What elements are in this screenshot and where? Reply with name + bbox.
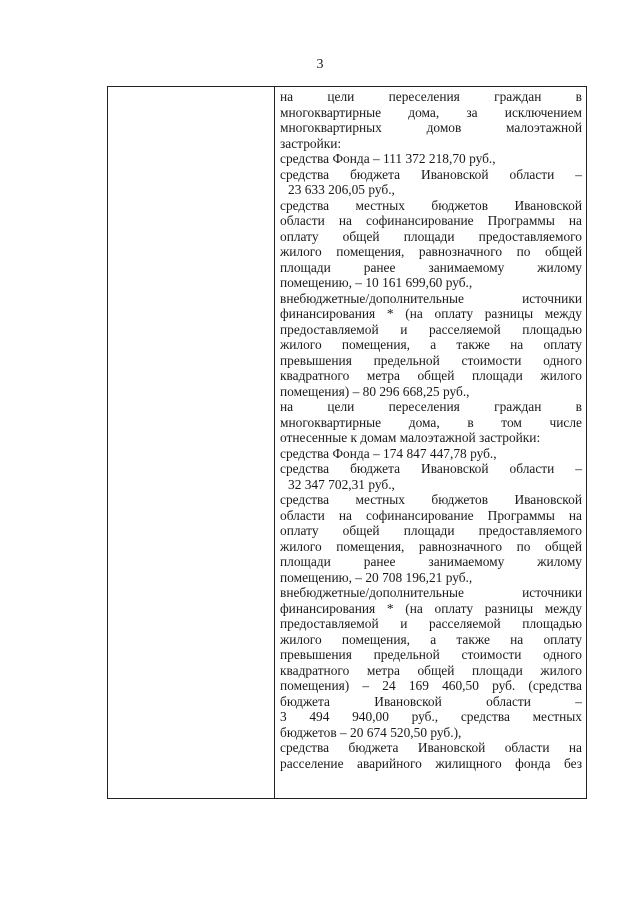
page-number: 3 xyxy=(316,57,324,72)
text-line: на цели переселения граждан в xyxy=(280,89,582,104)
text-line: превышения предельной стоимости одного xyxy=(280,352,582,368)
text-line: многоквартирных домов малоэтажной xyxy=(280,120,582,135)
text-line: помещению, – 10 161 699,60 руб., xyxy=(280,275,473,290)
text-line: бюджета Ивановской области – xyxy=(280,693,582,709)
text-line: области на софинансирование Программы на xyxy=(280,213,582,228)
text-line: площади ранее занимаемому жилому xyxy=(280,259,582,275)
text-line: бюджетов – 20 674 520,50 руб.), xyxy=(280,724,462,740)
text-line: превышения предельной стоимости одного xyxy=(280,647,582,662)
text-line: средства местных бюджетов Ивановской xyxy=(280,197,582,213)
text-line: расселение аварийного жилищного фонда без xyxy=(280,755,582,771)
text-line: застройки: xyxy=(280,135,342,151)
table-left-column xyxy=(108,87,275,798)
text-line: жилого помещения, равнозначного по общей xyxy=(280,244,582,259)
text-line: средства Фонда – 174 847 447,78 руб., xyxy=(280,445,497,461)
text-line: 3 494 940,00 руб., средства местных xyxy=(280,709,582,724)
text-line: внебюджетные/дополнительные источники xyxy=(280,585,582,600)
text-line: жилого помещения, а также на оплату xyxy=(280,337,582,352)
text-line: жилого помещения, а также на оплату xyxy=(280,631,582,647)
text-line: средства Фонда – 111 372 218,70 руб., xyxy=(280,151,496,166)
text-line: средства бюджета Ивановской области – xyxy=(280,461,582,476)
text-line: области на софинансирование Программы на xyxy=(280,507,582,523)
text-line: оплату общей площади предоставляемого xyxy=(280,523,582,538)
text-line: квадратного метра общей площади жилого xyxy=(280,662,582,678)
text-line: финансирования * (на оплату разницы между xyxy=(280,600,582,616)
text-line: средства бюджета Ивановской области на xyxy=(280,740,582,755)
text-line: средства бюджета Ивановской области – xyxy=(280,166,582,182)
text-line: предоставляемой и расселяемой площадью xyxy=(280,321,582,337)
text-line: 32 347 702,31 руб., xyxy=(288,476,395,492)
text-line: квадратного метра общей площади жилого xyxy=(280,368,582,383)
text-line: помещения) – 80 296 668,25 руб., xyxy=(280,383,470,399)
text-line: площади ранее занимаемому жилому xyxy=(280,554,582,569)
text-line: помещения) – 24 169 460,50 руб. (средства xyxy=(280,678,582,693)
text-line: многоквартирные дома, в том числе xyxy=(280,414,582,430)
text-line: внебюджетные/дополнительные источники xyxy=(280,290,582,306)
text-line: на цели переселения граждан в xyxy=(280,399,582,414)
text-line: финансирования * (на оплату разницы между xyxy=(280,306,582,321)
text-line: многоквартирные дома, за исключением xyxy=(280,104,582,120)
text-line: жилого помещения, равнозначного по общей xyxy=(280,538,582,554)
text-line: отнесенные к домам малоэтажной застройки: xyxy=(280,430,541,445)
text-line: помещению, – 20 708 196,21 руб., xyxy=(280,569,473,585)
text-line: оплату общей площади предоставляемого xyxy=(280,228,582,244)
text-line: предоставляемой и расселяемой площадью xyxy=(280,616,582,631)
program-table xyxy=(107,86,587,799)
text-line: средства местных бюджетов Ивановской xyxy=(280,492,582,507)
table-right-column xyxy=(275,87,586,798)
text-line: 23 633 206,05 руб., xyxy=(288,182,395,197)
